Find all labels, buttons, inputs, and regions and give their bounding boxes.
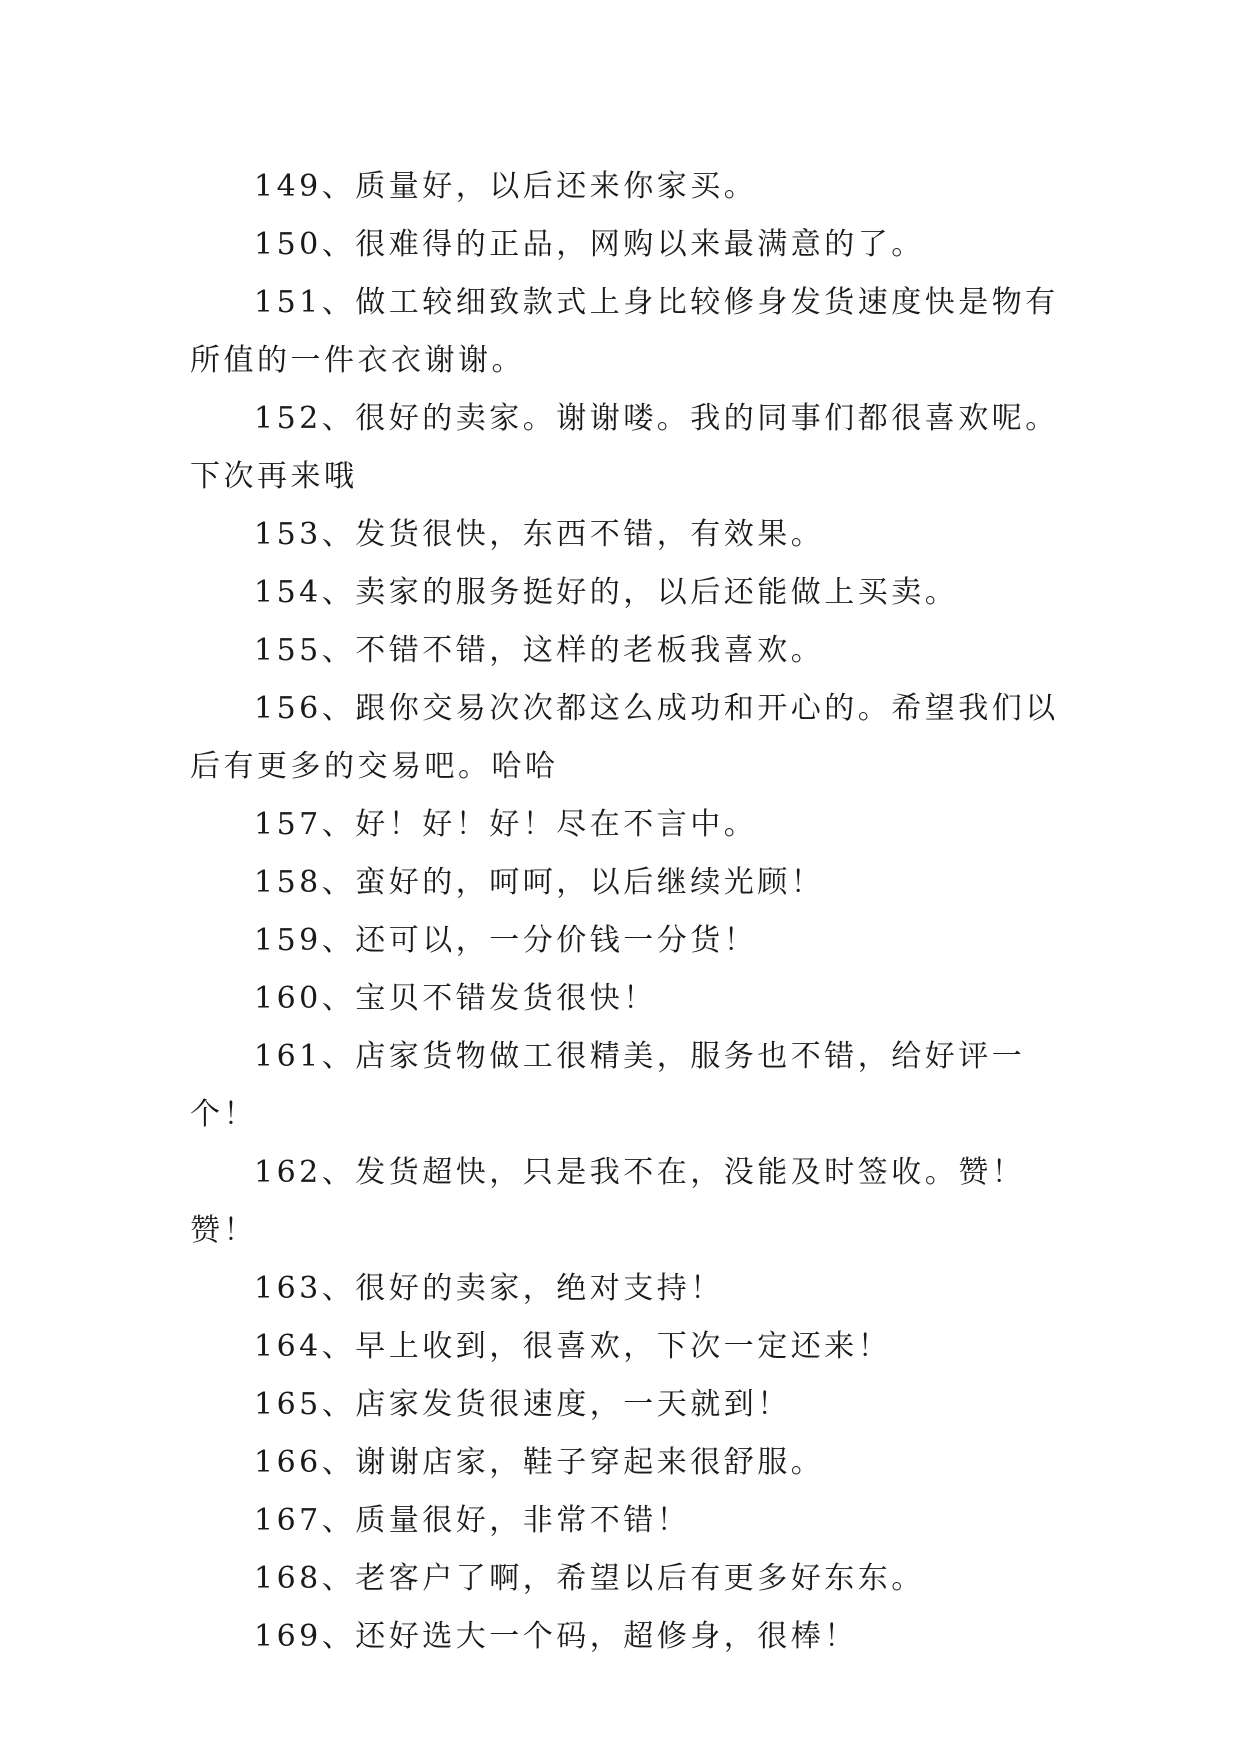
paragraph-164: 164、早上收到，很喜欢，下次一定还来！ xyxy=(254,1329,892,1364)
paragraph-166: 166、谢谢店家，鞋子穿起来很舒服。 xyxy=(254,1445,825,1480)
paragraph-149: 149、质量好，以后还来你家买。 xyxy=(254,169,758,204)
paragraph-153: 153、发货很快，东西不错，有效果。 xyxy=(254,517,825,552)
paragraph-154: 154、卖家的服务挺好的，以后还能做上买卖。 xyxy=(254,575,959,610)
paragraph-169: 169、还好选大一个码，超修身，很棒！ xyxy=(254,1619,858,1654)
paragraph-150: 150、很难得的正品，网购以来最满意的了。 xyxy=(254,227,925,262)
paragraph-168: 168、老客户了啊，希望以后有更多好东东。 xyxy=(254,1561,925,1596)
paragraph-167: 167、质量很好，非常不错！ xyxy=(254,1503,691,1538)
document-body xyxy=(190,158,1060,1666)
paragraph-160: 160、宝贝不错发货很快！ xyxy=(254,981,657,1016)
paragraph-163: 163、很好的卖家，绝对支持！ xyxy=(254,1271,724,1306)
paragraph-156: 156、跟你交易次次都这么成功和开心的。希望我们以后有更多的交易吧。哈哈 xyxy=(190,691,1059,784)
paragraph-152: 152、很好的卖家。谢谢喽。我的同事们都很喜欢呢。下次再来哦 xyxy=(190,401,1059,494)
paragraph-159: 159、还可以，一分价钱一分货！ xyxy=(254,923,758,958)
paragraph-162: 162、发货超快，只是我不在，没能及时签收。赞！赞！ xyxy=(190,1155,1026,1248)
paragraph-158: 158、蛮好的，呵呵，以后继续光顾！ xyxy=(254,865,825,900)
paragraph-151: 151、做工较细致款式上身比较修身发货速度快是物有所值的一件衣衣谢谢。 xyxy=(190,285,1059,378)
paragraph-157: 157、好！好！好！尽在不言中。 xyxy=(254,807,758,842)
paragraph-161: 161、店家货物做工很精美，服务也不错，给好评一个！ xyxy=(190,1039,1026,1132)
paragraph-165: 165、店家发货很速度，一天就到！ xyxy=(254,1387,791,1422)
paragraph-155: 155、不错不错，这样的老板我喜欢。 xyxy=(254,633,825,668)
